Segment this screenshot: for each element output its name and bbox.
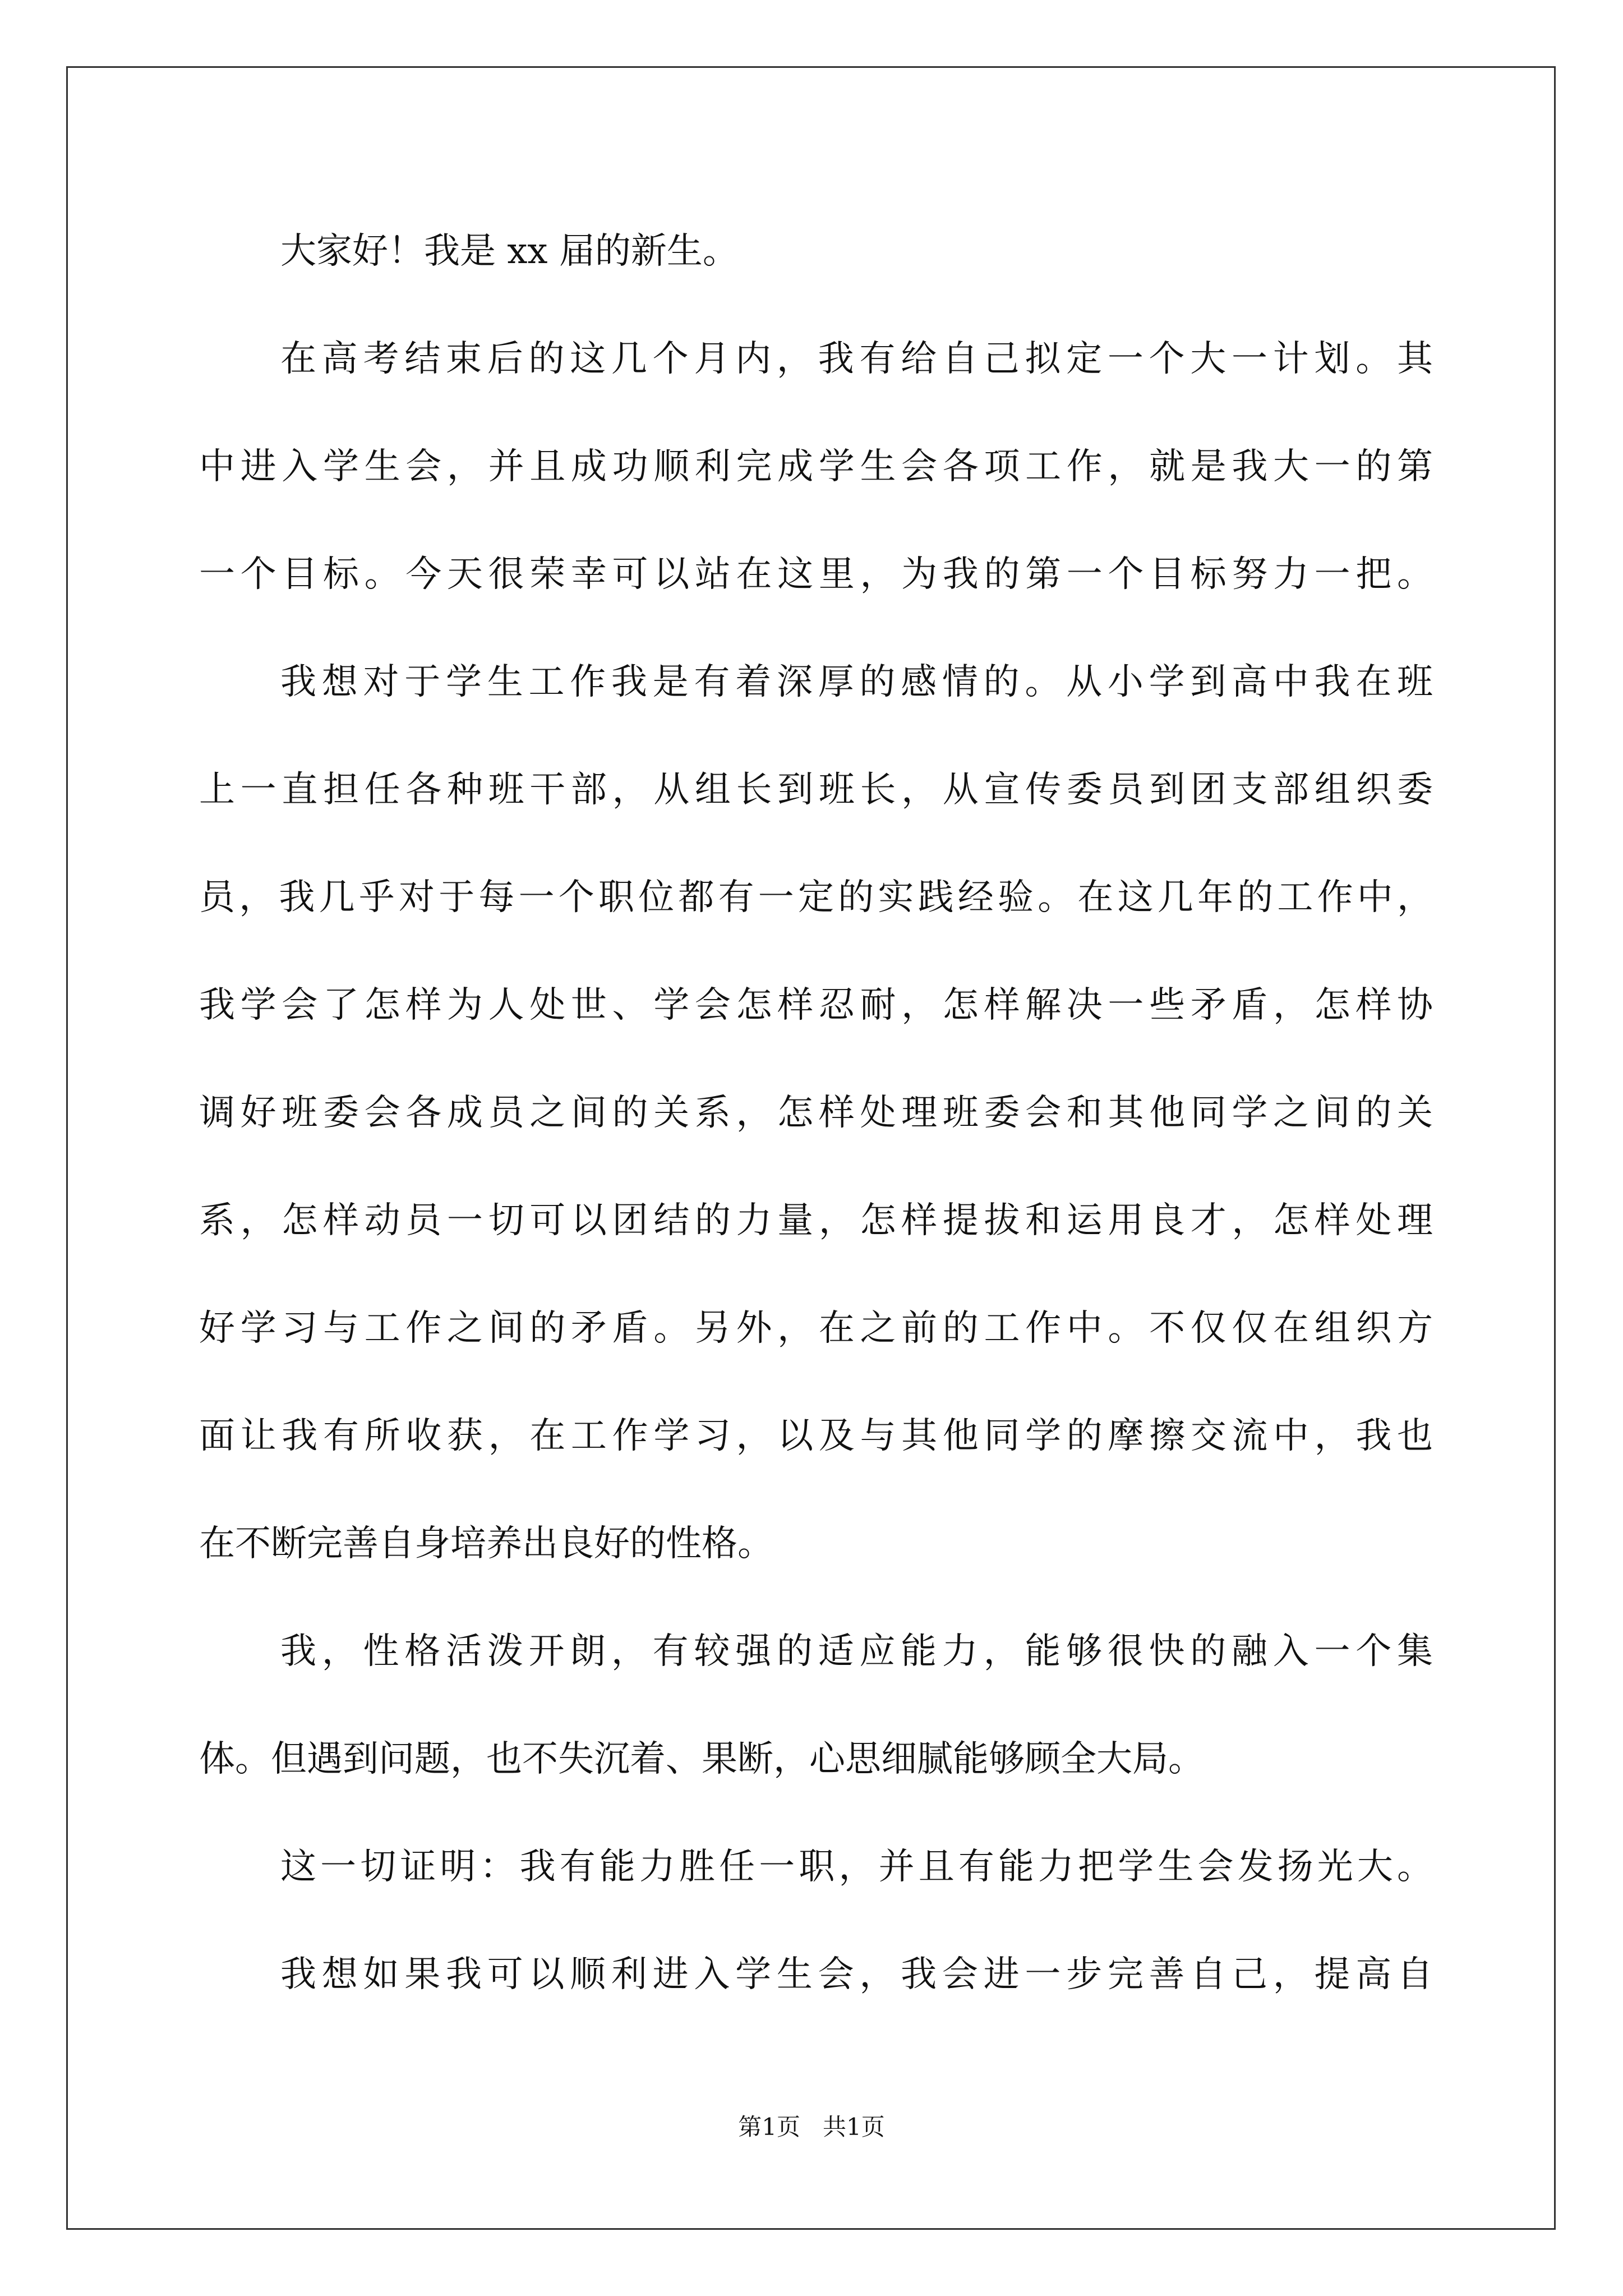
paragraph-4-line-2: 体。但遇到问题，也不失沉着、果断，心思细腻能够顾全大局。 xyxy=(199,1738,1204,1780)
paragraph-3-line-5: 调好班委会各成员之间的关系，怎样处理班委会和其他同学之间的关 xyxy=(199,1092,1433,1134)
paragraph-3-line-1: 我想对于学生工作我是有着深厚的感情的。从小学到高中我在班 xyxy=(280,661,1433,703)
paragraph-3-line-2: 上一直担任各种班干部，从组长到班长，从宣传委员到团支部组织委 xyxy=(199,769,1433,811)
page-footer: 第1页 共1页 xyxy=(738,2113,885,2141)
paragraph-2-line-1: 在高考结束后的这几个月内，我有给自己拟定一个大一计划。其 xyxy=(280,338,1433,380)
paragraph-6-line-1: 我想如果我可以顺利进入学生会，我会进一步完善自己，提高自 xyxy=(280,1954,1433,1995)
paragraph-5-line-1: 这一切证明：我有能力胜任一职，并且有能力把学生会发扬光大。 xyxy=(280,1846,1433,1888)
page-border xyxy=(66,66,1556,2230)
paragraph-4-line-1: 我，性格活泼开朗，有较强的适应能力，能够很快的融入一个集 xyxy=(280,1631,1433,1672)
paragraph-3-line-9: 在不断完善自身培养出良好的性格。 xyxy=(199,1523,773,1565)
paragraph-3-line-6: 系，怎样动员一切可以团结的力量，怎样提拔和运用良才，怎样处理 xyxy=(199,1200,1433,1241)
paragraph-3-line-3: 员，我几乎对于每一个职位都有一定的实践经验。在这几年的工作中， xyxy=(199,877,1433,918)
paragraph-2-line-2: 中进入学生会，并且成功顺利完成学生会各项工作，就是我大一的第 xyxy=(199,446,1433,487)
paragraph-1-line-1: 大家好！我是 xx 届的新生。 xyxy=(280,231,739,272)
paragraph-3-line-4: 我学会了怎样为人处世、学会怎样忍耐，怎样解决一些矛盾，怎样协 xyxy=(199,984,1433,1026)
paragraph-3-line-8: 面让我有所收获，在工作学习，以及与其他同学的摩擦交流中，我也 xyxy=(199,1415,1433,1457)
paragraph-2-line-3: 一个目标。今天很荣幸可以站在这里，为我的第一个目标努力一把。 xyxy=(199,554,1433,595)
paragraph-3-line-7: 好学习与工作之间的矛盾。另外，在之前的工作中。不仅仅在组织方 xyxy=(199,1308,1433,1349)
